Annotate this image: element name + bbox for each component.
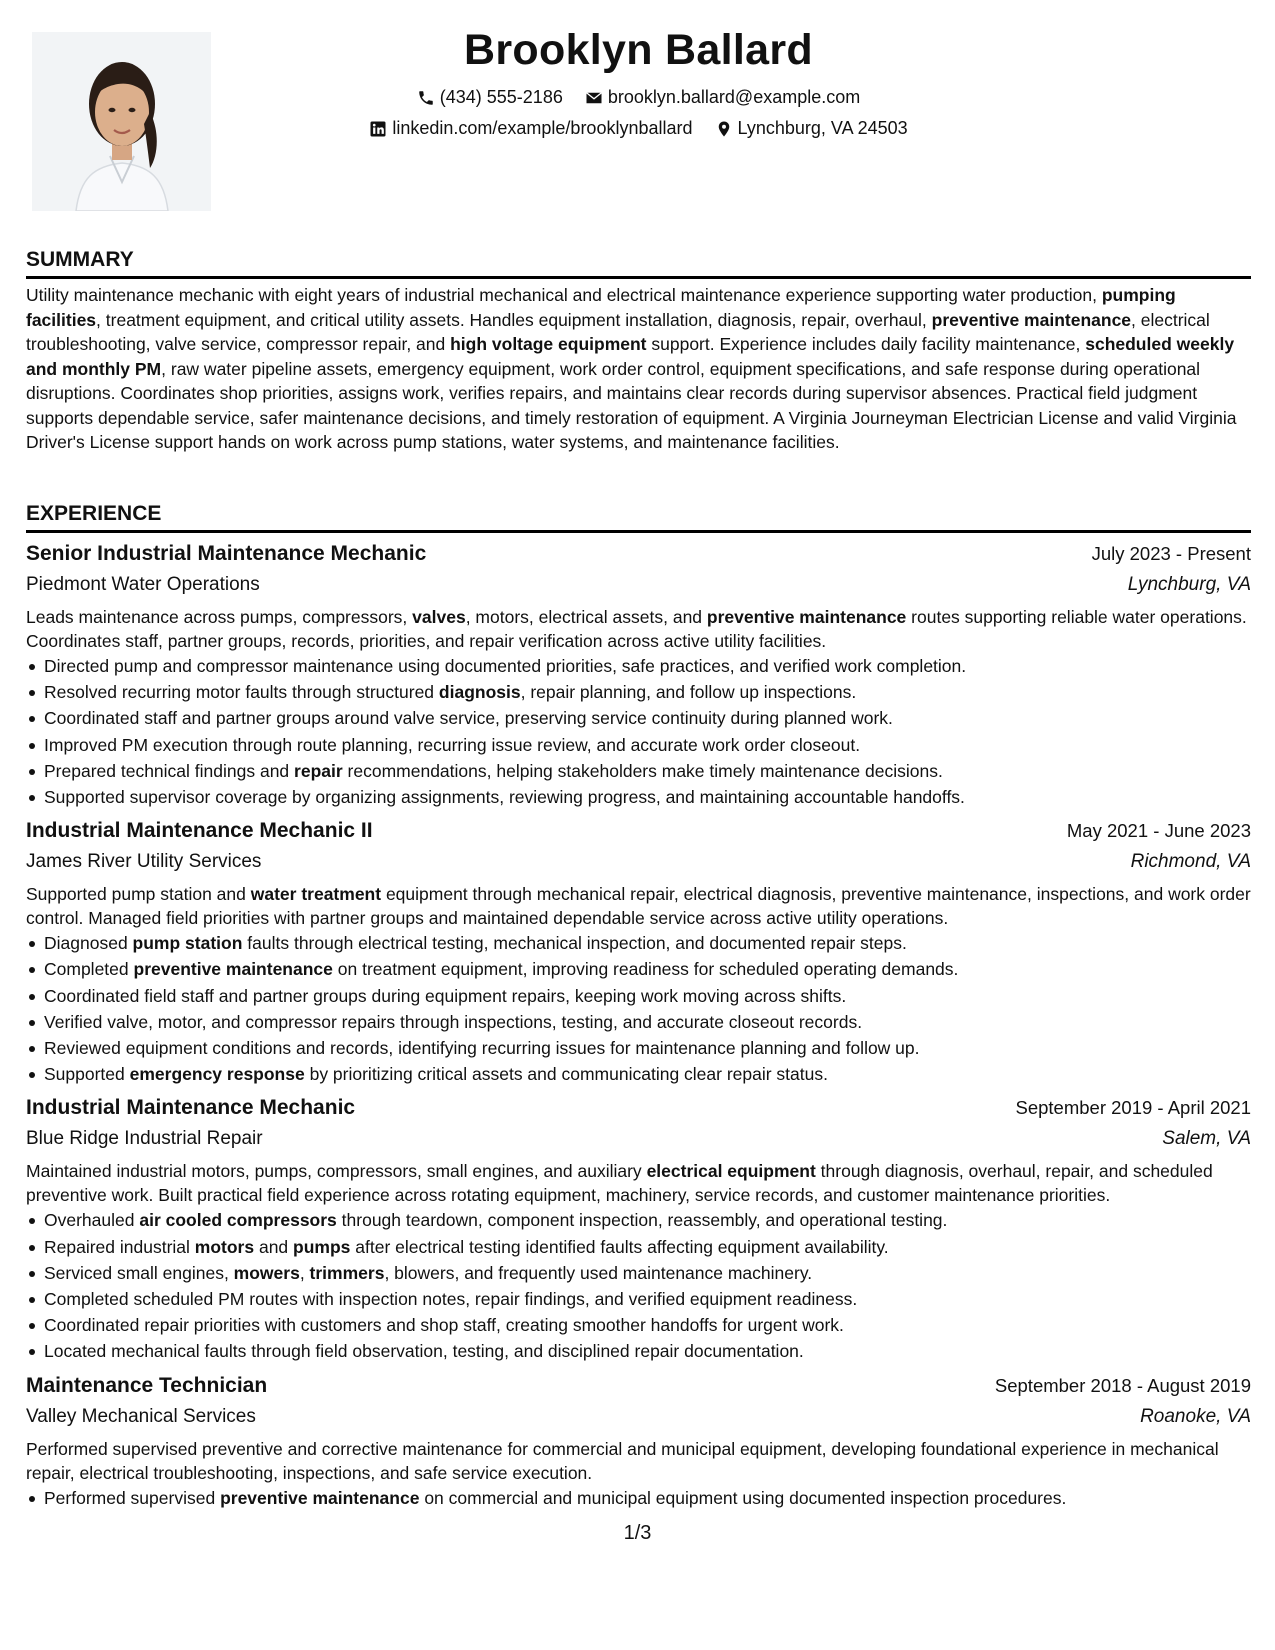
emphasis-text: mowers: [233, 1262, 300, 1283]
text-run: Reviewed equipment conditions and records, identifying recurring issues for maintenance planning and follow up.: [44, 1038, 920, 1059]
location-text: Lynchburg, VA 24503: [737, 118, 908, 138]
text-run: routes supporting reliable water operations. Coordinates staff, partner groups, records, priorities, and repair verification across active utility facilities.: [26, 607, 1247, 651]
text-run: Serviced small engines,: [44, 1262, 234, 1283]
job-description: [26, 605, 1251, 653]
text-run: Utility maintenance mechanic with eight years of industrial mechanical and electrical maintenance experience supporting water production,: [26, 285, 1102, 305]
job-entry: [26, 1093, 1251, 1364]
job-entry: [26, 539, 1251, 810]
text-run: Completed: [44, 959, 134, 980]
linkedin-contact[interactable]: [369, 113, 692, 144]
achievement-item: [44, 1260, 1251, 1286]
achievement-list: [26, 1207, 1251, 1364]
text-run: Verified valve, motor, and compressor repairs through inspections, testing, and accurate closeout records.: [44, 1011, 863, 1032]
achievement-item: [44, 732, 1251, 758]
achievement-list: [26, 653, 1251, 810]
emphasis-text: preventive maintenance: [133, 959, 333, 980]
text-run: , raw water pipeline assets, emergency equipment, work order control, equipment specifications, and safe response during operational disruptions. Coordinates shop priorities, assigns work, verifies repairs, and maintains clear records during supervisor absences. Practical field judgment supports dependable service, safer maintenance decisions, and timely restoration of equipment. A Virginia Journeyman Electrician License and valid Virginia Driver's License support hands on work across pump stations, water systems, and maintenance facilities.: [26, 358, 1237, 452]
text-run: Coordinated staff and partner groups around valve service, preserving service continuity during planned work.: [44, 708, 893, 729]
emphasis-text: diagnosis: [438, 682, 521, 703]
text-run: Improved PM execution through route planning, recurring issue review, and accurate work order closeout.: [44, 734, 861, 755]
summary-text: [26, 283, 1251, 455]
achievement-item: [44, 956, 1251, 982]
text-run: Directed pump and compressor maintenance using documented priorities, safe practices, and verified work completion.: [44, 656, 967, 676]
job-dates: September 2018 - August 2019: [994, 1374, 1251, 1396]
text-run: Completed scheduled PM routes with inspection notes, repair findings, and verified equipment readiness.: [44, 1289, 858, 1310]
text-run: through diagnosis, overhaul, repair, and scheduled preventive work. Built practical field experience across rotating equipment, machinery, service records, and customer maintenance priorities.: [26, 1161, 1213, 1206]
job-entry: [26, 1371, 1251, 1511]
text-run: Repaired industrial: [44, 1236, 195, 1257]
text-run: , motors, electrical assets, and: [465, 607, 707, 627]
text-run: , repair planning, and follow up inspections.: [520, 682, 857, 703]
text-run: Coordinated repair priorities with customers and shop staff, creating smoother handoffs for urgent work.: [44, 1315, 844, 1336]
candidate-name: Brooklyn Ballard: [464, 26, 813, 74]
job-dates: July 2023 - Present: [1091, 543, 1251, 564]
job-location: Salem, VA: [1162, 1128, 1251, 1150]
emphasis-text: scheduled weekly and monthly PM: [26, 334, 1235, 379]
emphasis-text: preventive maintenance: [931, 309, 1132, 330]
achievement-item: [44, 784, 1251, 810]
job-title: Industrial Maintenance Mechanic: [26, 1096, 356, 1120]
emphasis-text: emergency response: [129, 1064, 305, 1085]
text-run: recommendations, helping stakeholders make timely maintenance decisions.: [342, 760, 943, 781]
job-title: Maintenance Technician: [26, 1373, 268, 1397]
text-run: , blowers, and frequently used maintenance machinery.: [384, 1262, 813, 1283]
map-pin-icon: [715, 120, 733, 138]
job-description: [26, 1159, 1251, 1207]
job-entry: [26, 816, 1251, 1087]
email-contact[interactable]: [585, 82, 860, 113]
envelope-icon: [585, 89, 603, 107]
text-run: on commercial and municipal equipment using documented inspection procedures.: [419, 1487, 1067, 1508]
achievement-item: [44, 679, 1251, 705]
text-run: Supported supervisor coverage by organizing assignments, reviewing progress, and maintaining accountable handoffs.: [44, 787, 965, 808]
text-run: Performed supervised preventive and corrective maintenance for commercial and municipal equipment, developing foundational experience in mechanical repair, electrical troubleshooting, inspections, and safe service execution.: [26, 1438, 1219, 1483]
job-title: Senior Industrial Maintenance Mechanic: [26, 542, 427, 565]
emphasis-text: high voltage equipment: [450, 334, 647, 354]
text-run: ,: [299, 1262, 310, 1283]
job-location: Richmond, VA: [1130, 851, 1251, 873]
job-title: Industrial Maintenance Mechanic II: [26, 819, 373, 843]
resume-header: [26, 18, 1251, 144]
text-run: and: [254, 1236, 294, 1257]
phone-number: (434) 555-2186: [439, 87, 563, 107]
page-number: 1/3: [623, 1522, 652, 1544]
job-header: [26, 816, 1251, 846]
achievement-item: [44, 1286, 1251, 1312]
contact-line-1: [26, 82, 1251, 113]
emphasis-text: pumping facilities: [26, 285, 1176, 330]
experience-heading: EXPERIENCE: [26, 500, 1251, 533]
emphasis-text: preventive maintenance: [706, 607, 907, 627]
emphasis-text: pump station: [132, 933, 243, 954]
emphasis-text: pumps: [293, 1236, 351, 1257]
text-run: Resolved recurring motor faults through structured: [44, 682, 439, 703]
text-run: , electrical troubleshooting, valve service, compressor repair, and: [26, 309, 1210, 354]
text-run: Diagnosed: [44, 933, 133, 954]
achievement-item: [44, 1009, 1251, 1035]
job-dates: September 2019 - April 2021: [1015, 1097, 1251, 1119]
summary-heading: SUMMARY: [26, 246, 1251, 279]
resume-page: [26, 0, 1251, 1650]
job-header: [26, 539, 1251, 569]
text-run: through teardown, component inspection, reassembly, and operational testing.: [336, 1210, 948, 1231]
job-description: [26, 1437, 1251, 1485]
emphasis-text: repair: [294, 760, 343, 781]
job-dates: May 2021 - June 2023: [1066, 820, 1251, 842]
achievement-item: [44, 653, 1251, 679]
emphasis-text: valves: [412, 607, 466, 627]
text-run: Prepared technical findings and: [44, 760, 295, 781]
job-subheader: [26, 1401, 1251, 1433]
job-subheader: [26, 846, 1251, 878]
job-list: [26, 539, 1251, 1511]
job-header: [26, 1093, 1251, 1123]
emphasis-text: motors: [194, 1236, 255, 1257]
text-run: Supported pump station and: [26, 884, 251, 905]
text-run: support. Experience includes daily facility maintenance,: [646, 334, 1086, 354]
text-run: faults through electrical testing, mechanical inspection, and documented repair steps.: [242, 933, 907, 954]
company-name: Valley Mechanical Services: [26, 1405, 256, 1427]
job-location: Lynchburg, VA: [1127, 574, 1251, 595]
job-location: Roanoke, VA: [1140, 1405, 1251, 1427]
achievement-item: [44, 1338, 1251, 1364]
linkedin-icon: [369, 120, 387, 138]
emphasis-text: trimmers: [309, 1262, 385, 1283]
summary-section: [26, 246, 1251, 455]
achievement-item: [44, 930, 1251, 956]
email-address[interactable]: brooklyn.ballard@example.com: [607, 87, 861, 107]
company-name: Blue Ridge Industrial Repair: [26, 1128, 263, 1150]
text-run: Maintained industrial motors, pumps, compressors, small engines, and auxiliary: [26, 1161, 647, 1182]
achievement-item: [44, 1035, 1251, 1061]
text-run: after electrical testing identified faults affecting equipment availability.: [350, 1236, 889, 1257]
achievement-item: [44, 705, 1251, 731]
text-run: Performed supervised: [44, 1487, 221, 1508]
text-run: Overhauled: [44, 1210, 140, 1231]
emphasis-text: preventive maintenance: [220, 1487, 420, 1508]
text-run: by prioritizing critical assets and communicating clear repair status.: [304, 1064, 828, 1085]
achievement-item: [44, 983, 1251, 1009]
achievement-list: [26, 930, 1251, 1087]
job-subheader: [26, 1123, 1251, 1155]
achievement-item: [44, 758, 1251, 784]
text-run: equipment through mechanical repair, electrical diagnosis, preventive maintenance, inspections, and work order control. Managed field priorities with partner groups and maintained dependable service across active utility operations.: [26, 884, 1251, 929]
text-run: Leads maintenance across pumps, compressors,: [26, 607, 413, 627]
text-run: on treatment equipment, improving readiness for scheduled operating demands.: [332, 959, 959, 980]
job-description: [26, 882, 1251, 930]
experience-section: [26, 500, 1251, 1511]
linkedin-url[interactable]: linkedin.com/example/brooklynballard: [392, 118, 693, 138]
achievement-item: [44, 1485, 1251, 1511]
job-subheader: [26, 569, 1251, 601]
text-run: Coordinated field staff and partner groups during equipment repairs, keeping work moving across shifts.: [44, 985, 847, 1006]
achievement-item: [44, 1061, 1251, 1087]
text-run: , treatment equipment, and critical utility assets. Handles equipment installation, diagnosis, repair, overhaul,: [96, 309, 932, 330]
achievement-item: [44, 1312, 1251, 1338]
text-run: Supported: [44, 1064, 130, 1085]
phone-contact: [417, 82, 563, 113]
emphasis-text: water treatment: [250, 884, 382, 905]
location-contact: [715, 113, 908, 144]
contact-line-2: [26, 113, 1251, 144]
company-name: James River Utility Services: [26, 851, 262, 873]
company-name: Piedmont Water Operations: [26, 574, 260, 595]
achievement-list: [26, 1485, 1251, 1511]
emphasis-text: air cooled compressors: [139, 1210, 337, 1231]
text-run: Located mechanical faults through field observation, testing, and disciplined repair documentation.: [44, 1341, 804, 1362]
emphasis-text: electrical equipment: [646, 1161, 816, 1182]
achievement-item: [44, 1207, 1251, 1233]
job-header: [26, 1371, 1251, 1401]
achievement-item: [44, 1234, 1251, 1260]
phone-icon: [417, 89, 435, 107]
